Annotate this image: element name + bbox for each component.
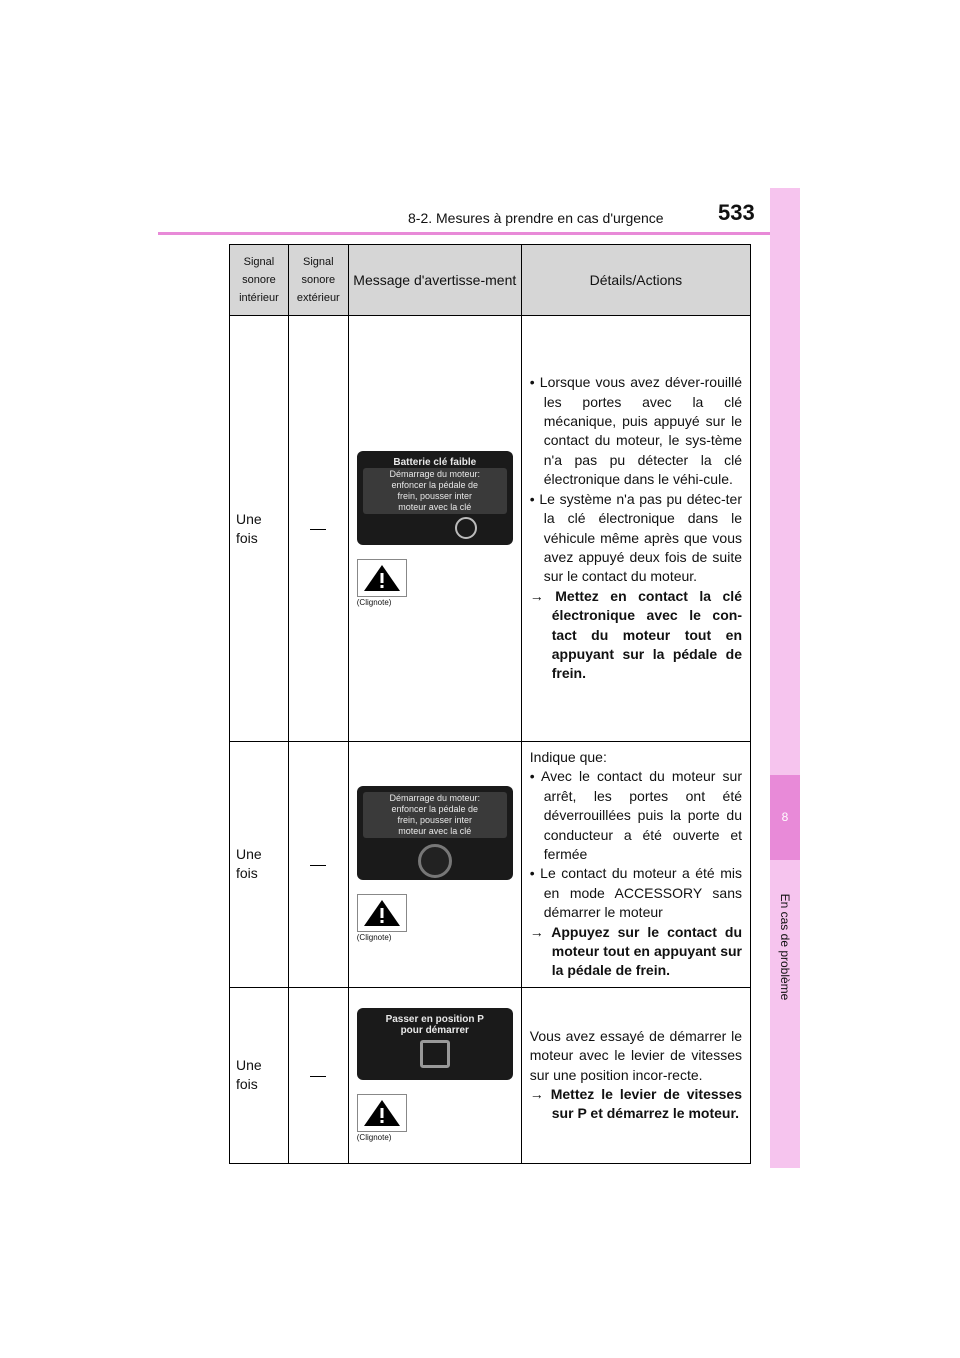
warning-triangle-icon: [357, 894, 407, 932]
header-exterior-buzzer: Signal sonore extérieur: [288, 245, 348, 316]
header-message: Message d'avertisse-ment: [348, 245, 521, 316]
exterior-signal-cell: [288, 742, 348, 988]
exterior-signal-cell: [288, 987, 348, 1163]
section-title: 8-2. Mesures à prendre en cas d'urgence: [408, 210, 664, 226]
chapter-label: En cas de problème: [778, 893, 792, 1001]
interior-signal-cell: Une fois: [230, 987, 289, 1163]
display-screen-image: Démarrage du moteur: enfoncer la pédale de frein, pousser inter moteur avec la clé: [357, 786, 513, 880]
warning-triangle-icon: [357, 559, 407, 597]
dash-mark: [310, 865, 326, 866]
interior-signal-cell: Une fois: [230, 316, 289, 742]
interior-signal-cell: Une fois: [230, 742, 289, 988]
warning-triangle-icon: [357, 1094, 407, 1132]
table-header-row: [230, 245, 751, 316]
header-rule: [158, 232, 798, 235]
dash-mark: [310, 529, 326, 530]
blink-caption: (Clignote): [356, 933, 392, 943]
table-row: [230, 987, 751, 1163]
blink-caption: (Clignote): [356, 597, 392, 607]
details-cell: Indique que: • Avec le contact du moteur sur arrêt, les portes ont été déverrouillées puis la porte du conducteur a été ouverte et fermée • Le contact du moteur a été mis en mode ACCESSORY sans démarrer le moteur → Appuyez sur le contact du moteur tout en appuyant sur la pédale de frein.: [521, 742, 750, 988]
page-number: 533: [718, 200, 755, 225]
header-details: Détails/Actions: [521, 245, 750, 316]
shift-pattern-icon: [420, 1040, 450, 1068]
chapter-number: 8: [770, 775, 800, 860]
engine-switch-icon: [418, 844, 452, 878]
message-cell: [348, 987, 521, 1163]
table-row: [230, 742, 751, 988]
chapter-side-tab: [770, 188, 800, 1168]
display-screen-image: Passer en position P pour démarrer: [357, 1008, 513, 1080]
display-screen-image: Batterie clé faible Démarrage du moteur: enfoncer la pédale de frein, pousser inter moteur avec la clé: [357, 451, 513, 545]
message-cell: [348, 742, 521, 988]
header-interior-buzzer: Signal sonore intérieur: [230, 245, 289, 316]
table-row: [230, 316, 751, 742]
details-cell: • Lorsque vous avez déver-rouillé les portes avec la clé mécanique, puis appuyé sur le contact du moteur, le sys-tème n'a pas pu détecter la clé électronique dans le véhi-cule. • Le système n'a pas pu détec-ter la clé électronique dans le véhicule même après que vous avez appuyé deux fois de suite sur le contact du moteur. → Mettez en contact la clé électronique avec le con-tact du moteur tout en appuyant sur la pédale de frein.: [521, 316, 750, 742]
warning-table: [229, 244, 751, 1164]
details-cell: Vous avez essayé de démarrer le moteur avec le levier de vitesses sur une position incor-recte. → Mettez le levier de vitesses sur P et démarrez le moteur.: [521, 987, 750, 1163]
blink-caption: (Clignote): [356, 1133, 392, 1143]
key-touch-icon: [455, 517, 477, 539]
exterior-signal-cell: [288, 316, 348, 742]
message-cell: [348, 316, 521, 742]
dash-mark: [310, 1076, 326, 1077]
